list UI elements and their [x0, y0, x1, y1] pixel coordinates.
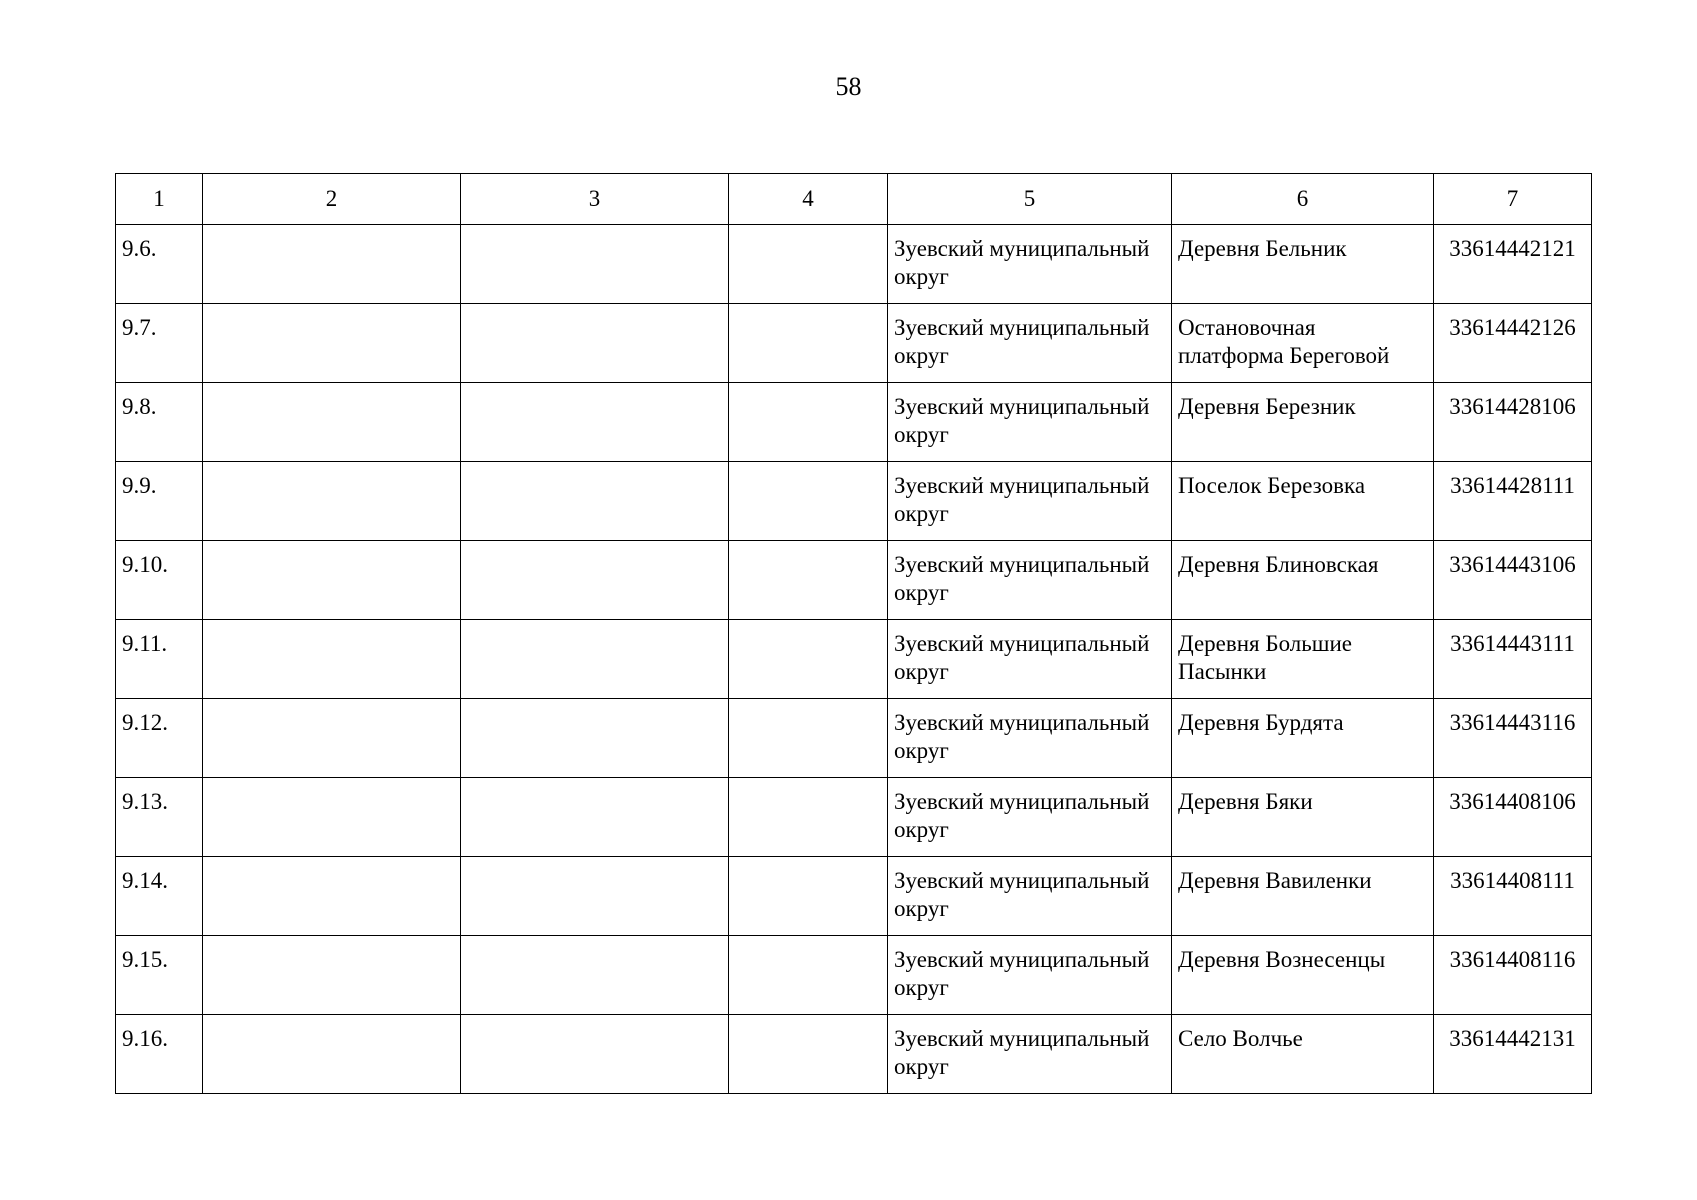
table-row [116, 304, 1592, 383]
oktmo-code-cell: 33614408106 [1434, 778, 1592, 857]
table-row [116, 541, 1592, 620]
oktmo-code-cell: 33614443106 [1434, 541, 1592, 620]
row-number-cell: 9.9. [116, 462, 203, 541]
settlement-cell [1172, 304, 1434, 383]
table-row [116, 620, 1592, 699]
column-3-cell [461, 541, 729, 620]
column-header-3: 3 [461, 174, 729, 225]
district-line-1: Зуевский муниципальный [894, 631, 1150, 656]
district-line-2: округ [894, 817, 949, 842]
column-3-cell [461, 225, 729, 304]
column-4-cell [729, 778, 888, 857]
district-line-1: Зуевский муниципальный [894, 789, 1150, 814]
district-line-2: округ [894, 580, 949, 605]
column-3-cell [461, 383, 729, 462]
settlement-line-1: Деревня Большие [1178, 631, 1352, 656]
table-header [116, 174, 1592, 225]
settlement-cell [1172, 383, 1434, 462]
district-line-2: округ [894, 896, 949, 921]
column-4-cell [729, 304, 888, 383]
column-2-cell [203, 541, 461, 620]
district-line-2: округ [894, 1054, 949, 1079]
column-4-cell [729, 699, 888, 778]
oktmo-code-cell: 33614443111 [1434, 620, 1592, 699]
oktmo-code-cell: 33614443116 [1434, 699, 1592, 778]
column-4-cell [729, 857, 888, 936]
oktmo-code-cell: 33614428111 [1434, 462, 1592, 541]
column-3-cell [461, 620, 729, 699]
settlement-cell [1172, 1015, 1434, 1094]
oktmo-code-cell: 33614442121 [1434, 225, 1592, 304]
settlement-cell [1172, 225, 1434, 304]
column-header-1: 1 [116, 174, 203, 225]
column-header-5: 5 [888, 174, 1172, 225]
district-line-1: Зуевский муниципальный [894, 394, 1150, 419]
table-row [116, 1015, 1592, 1094]
district-cell [888, 699, 1172, 778]
district-line-1: Зуевский муниципальный [894, 868, 1150, 893]
district-line-2: округ [894, 264, 949, 289]
page-number: 58 [835, 72, 862, 101]
table-row [116, 936, 1592, 1015]
district-cell [888, 383, 1172, 462]
district-line-1: Зуевский муниципальный [894, 710, 1150, 735]
row-number-cell: 9.8. [116, 383, 203, 462]
row-number-cell: 9.10. [116, 541, 203, 620]
column-4-cell [729, 620, 888, 699]
settlement-cell [1172, 462, 1434, 541]
settlement-cell [1172, 936, 1434, 1015]
settlement-cell [1172, 857, 1434, 936]
column-2-cell [203, 699, 461, 778]
district-line-1: Зуевский муниципальный [894, 947, 1150, 972]
column-2-cell [203, 225, 461, 304]
settlement-cell [1172, 620, 1434, 699]
row-number-cell: 9.13. [116, 778, 203, 857]
district-line-1: Зуевский муниципальный [894, 473, 1150, 498]
column-4-cell [729, 383, 888, 462]
oktmo-code-cell: 33614442126 [1434, 304, 1592, 383]
district-cell [888, 1015, 1172, 1094]
column-2-cell [203, 857, 461, 936]
column-3-cell [461, 1015, 729, 1094]
oktmo-code-cell: 33614442131 [1434, 1015, 1592, 1094]
settlement-line-1: Деревня Бельник [1178, 236, 1347, 261]
settlement-line-1: Деревня Бяки [1178, 789, 1313, 814]
column-3-cell [461, 304, 729, 383]
column-3-cell [461, 936, 729, 1015]
header-row [116, 174, 1592, 225]
settlement-cell [1172, 778, 1434, 857]
district-line-1: Зуевский муниципальный [894, 236, 1150, 261]
column-2-cell [203, 304, 461, 383]
column-4-cell [729, 225, 888, 304]
settlement-line-1: Деревня Вавиленки [1178, 868, 1372, 893]
oktmo-code-cell: 33614408111 [1434, 857, 1592, 936]
column-header-4: 4 [729, 174, 888, 225]
settlement-line-2: Пасынки [1178, 659, 1267, 684]
column-2-cell [203, 1015, 461, 1094]
settlement-cell [1172, 541, 1434, 620]
table-row [116, 778, 1592, 857]
row-number-cell: 9.6. [116, 225, 203, 304]
row-number-cell: 9.12. [116, 699, 203, 778]
settlements-table [115, 173, 1592, 1094]
district-line-2: округ [894, 422, 949, 447]
district-cell [888, 778, 1172, 857]
settlement-line-1: Деревня Березник [1178, 394, 1356, 419]
column-header-6: 6 [1172, 174, 1434, 225]
district-line-1: Зуевский муниципальный [894, 552, 1150, 577]
table-row [116, 225, 1592, 304]
settlement-line-1: Поселок Березовка [1178, 473, 1366, 498]
table-row [116, 699, 1592, 778]
table-body [116, 225, 1592, 1094]
oktmo-code-cell: 33614428106 [1434, 383, 1592, 462]
settlement-line-1: Остановочная [1178, 315, 1316, 340]
table-row [116, 462, 1592, 541]
row-number-cell: 9.15. [116, 936, 203, 1015]
column-header-2: 2 [203, 174, 461, 225]
column-3-cell [461, 778, 729, 857]
column-4-cell [729, 1015, 888, 1094]
row-number-cell: 9.16. [116, 1015, 203, 1094]
district-line-1: Зуевский муниципальный [894, 1026, 1150, 1051]
district-cell [888, 541, 1172, 620]
row-number-cell: 9.14. [116, 857, 203, 936]
district-cell [888, 225, 1172, 304]
column-2-cell [203, 383, 461, 462]
column-3-cell [461, 462, 729, 541]
district-cell [888, 462, 1172, 541]
settlement-cell [1172, 699, 1434, 778]
column-header-7: 7 [1434, 174, 1592, 225]
district-line-2: округ [894, 343, 949, 368]
oktmo-code-cell: 33614408116 [1434, 936, 1592, 1015]
settlement-line-2: платформа Береговой [1178, 343, 1390, 368]
settlement-line-1: Деревня Блиновская [1178, 552, 1379, 577]
district-cell [888, 620, 1172, 699]
column-3-cell [461, 857, 729, 936]
row-number-cell: 9.11. [116, 620, 203, 699]
district-line-2: округ [894, 738, 949, 763]
settlement-line-1: Село Волчье [1178, 1026, 1303, 1051]
district-cell [888, 857, 1172, 936]
district-cell [888, 936, 1172, 1015]
district-line-2: округ [894, 501, 949, 526]
column-4-cell [729, 936, 888, 1015]
district-line-2: округ [894, 659, 949, 684]
column-4-cell [729, 462, 888, 541]
settlement-line-1: Деревня Вознесенцы [1178, 947, 1386, 972]
column-4-cell [729, 541, 888, 620]
row-number-cell: 9.7. [116, 304, 203, 383]
table-row [116, 857, 1592, 936]
settlement-line-1: Деревня Бурдята [1178, 710, 1344, 735]
district-line-1: Зуевский муниципальный [894, 315, 1150, 340]
column-2-cell [203, 778, 461, 857]
district-cell [888, 304, 1172, 383]
column-3-cell [461, 699, 729, 778]
table-row [116, 383, 1592, 462]
column-2-cell [203, 936, 461, 1015]
column-2-cell [203, 462, 461, 541]
district-line-2: округ [894, 975, 949, 1000]
column-2-cell [203, 620, 461, 699]
